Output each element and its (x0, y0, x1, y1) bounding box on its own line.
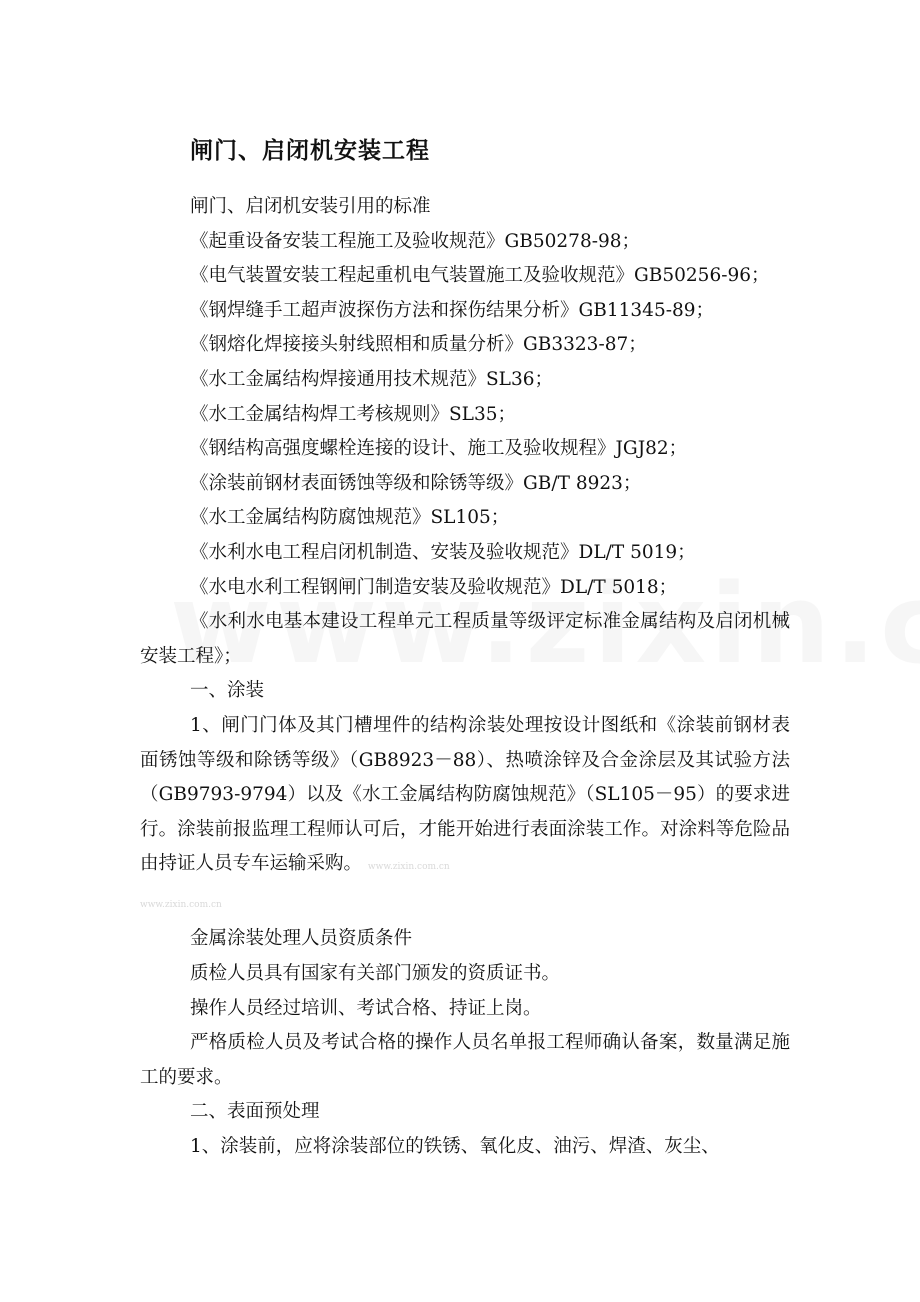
document-body (140, 190, 790, 1165)
paragraph-coating-1-text: 1、闸门门体及其门槽埋件的结构涂装处理按设计图纸和《涂装前钢材表面锈蚀等级和除锈等级》（GB8923－88）、热喷涂锌及合金涂层及其试验方法（GB9793-9794）以及《水工金属结构防腐蚀规范》（SL105－95）的要求进行。涂装前报监理工程师认可后，才能开始进行表面涂装工作。对涂料等危险品由持证人员专车运输采购。 (140, 714, 790, 875)
paragraph-standard-3: 《钢焊缝手工超声波探伤方法和探伤结果分析》GB11345-89； (190, 299, 715, 321)
paragraph-standard-11: 《水电水利工程钢闸门制造安装及验收规范》DL/T 5018； (190, 576, 678, 598)
paragraph-standard-9: 《水工金属结构防腐蚀规范》SL105； (190, 507, 510, 529)
faint-note-2: www.zixin.com.cn (140, 899, 222, 910)
paragraph-personnel-2: 操作人员经过培训、考试合格、持证上岗。 (190, 997, 542, 1019)
paragraph-personnel-1: 质检人员具有国家有关部门颁发的资质证书。 (190, 963, 561, 985)
paragraph-standards-heading: 闸门、启闭机安装引用的标准 (190, 196, 431, 217)
paragraph-standard-12: 《水利水电基本建设工程单元工程质量等级评定标准金属结构及启闭机械安装工程》； (140, 611, 790, 667)
paragraph-surface-prep-1: 1、涂装前，应将涂装部位的铁锈、氧化皮、油污、焊渣、灰尘、 (190, 1136, 720, 1158)
paragraph-standard-8: 《涂装前钢材表面锈蚀等级和除锈等级》GB/T 8923； (190, 472, 642, 494)
faint-note-1: www.zixin.com.cn (367, 862, 450, 873)
section-heading-coating: 一、涂装 (190, 680, 265, 702)
paragraph-standard-1: 《起重设备安装工程施工及验收规范》GB50278-98； (190, 230, 641, 252)
page-title: 闸门、启闭机安装工程 (190, 137, 430, 164)
paragraph-standard-6: 《水工金属结构焊工考核规则》SL35； (190, 403, 517, 425)
paragraph-standard-2: 《电气装置安装工程起重机电气装置施工及验收规范》GB50256-96； (190, 265, 770, 287)
section-heading-surface-prep: 二、表面预处理 (190, 1101, 320, 1123)
paragraph-standard-7: 《钢结构高强度螺栓连接的设计、施工及验收规程》JGJ82； (190, 438, 688, 460)
paragraph-personnel-heading: 金属涂装处理人员资质条件 (190, 928, 413, 950)
paragraph-personnel-3: 严格质检人员及考试合格的操作人员名单报工程师确认备案，数量满足施工的要求。 (140, 1032, 790, 1088)
paragraph-standard-5: 《水工金属结构焊接通用技术规范》SL36； (190, 368, 554, 390)
paragraph-standard-10: 《水利水电工程启闭机制造、安装及验收规范》DL/T 5019； (190, 541, 696, 563)
paragraph-standard-4: 《钢熔化焊接接头射线照相和质量分析》GB3323-87； (190, 334, 647, 356)
paragraph-coating-1 (140, 709, 790, 885)
faint-note-line (140, 885, 790, 923)
